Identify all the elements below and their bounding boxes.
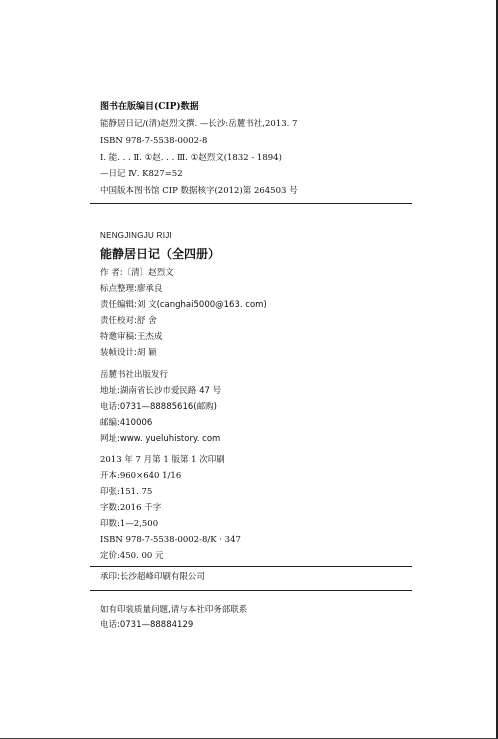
printer-line: 承印:长沙超峰印刷有限公司 bbox=[100, 572, 205, 582]
credit-proofreader: 责任校对:舒 舍 bbox=[100, 316, 157, 326]
edition-isbn: ISBN 978-7-5538-0002-8/K · 347 bbox=[100, 535, 241, 545]
edition-sheets: 印张:151. 75 bbox=[100, 487, 153, 497]
publisher-address: 地址:湖南省长沙市爱民路 47 号 bbox=[100, 386, 222, 396]
credit-author: 作 者:〔清〕赵烈文 bbox=[100, 268, 174, 278]
edition-format: 开本:960×640 1/16 bbox=[100, 471, 182, 481]
cip-line-4: —日记 Ⅳ. K827=52 bbox=[100, 169, 183, 179]
publisher-name: 岳麓书社出版发行 bbox=[100, 370, 169, 380]
cip-line-5: 中国版本图书馆 CIP 数据核字(2012)第 264503 号 bbox=[100, 186, 298, 196]
printer-divider bbox=[90, 590, 412, 591]
publisher-postcode: 邮编:410006 bbox=[100, 418, 153, 428]
cip-line-3: Ⅰ. 能. . . Ⅱ. ①赵. . . Ⅲ. ①赵烈文(1832 - 1894) bbox=[100, 153, 282, 163]
credit-reviewer: 特邀审稿:王杰成 bbox=[100, 332, 163, 342]
cip-heading: 图书在版编目(CIP)数据 bbox=[100, 102, 199, 112]
notice-line-2: 电话:0731—88884129 bbox=[100, 620, 194, 630]
publisher-phone: 电话:0731—88885616(邮购) bbox=[100, 402, 217, 412]
cip-line-2: ISBN 978-7-5538-0002-8 bbox=[100, 136, 208, 146]
credit-designer: 装帧设计:胡 颖 bbox=[100, 348, 157, 358]
notice-line-1: 如有印装质量问题,请与本社印务部联系 bbox=[100, 605, 248, 615]
cip-divider bbox=[90, 203, 412, 204]
book-pinyin-title: NENGJINGJU RIJI bbox=[100, 231, 173, 240]
edition-printrun: 印数:1—2,500 bbox=[100, 519, 159, 529]
publisher-website: 网址:www. yueluhistory. com bbox=[100, 434, 221, 444]
cip-line-1: 能静居日记/(清)赵烈文撰. —长沙:岳麓书社,2013. 7 bbox=[100, 119, 298, 129]
edition-price: 定价:450. 00 元 bbox=[100, 551, 164, 561]
edition-divider bbox=[90, 566, 412, 567]
edition-print: 2013 年 7 月第 1 版第 1 次印刷 bbox=[100, 455, 225, 465]
credit-punctuation: 标点整理:廖承良 bbox=[100, 284, 163, 294]
credit-editor: 责任编辑:刘 文(canghai5000@163. com) bbox=[100, 300, 267, 310]
book-title: 能静居日记（全四册） bbox=[100, 247, 221, 261]
edition-wordcount: 字数:2016 千字 bbox=[100, 503, 162, 513]
